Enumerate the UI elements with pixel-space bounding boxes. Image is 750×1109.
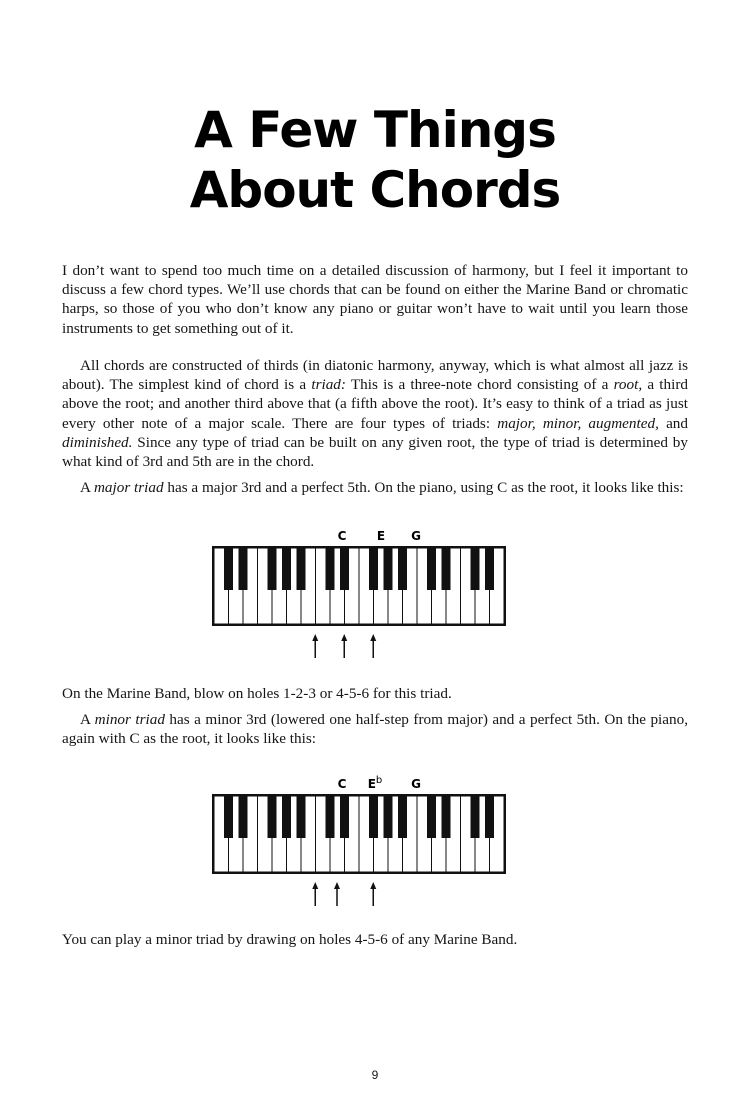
black-key (398, 796, 407, 838)
note-label-e: E (376, 529, 386, 543)
black-key (398, 548, 407, 590)
paragraph-minor-triad: A minor triad has a minor 3rd (lowered one half-step from major) and a perfect 5th. On the piano, again with C as the root, it looks like this: (62, 711, 688, 748)
black-key (471, 796, 480, 838)
term-minor-triad: minor triad (94, 711, 165, 728)
black-key (485, 548, 494, 590)
black-key (297, 796, 306, 838)
black-key (369, 548, 378, 590)
note-labels (338, 529, 421, 543)
black-key (224, 796, 233, 838)
term-root: root, (613, 376, 643, 394)
black-key (282, 796, 291, 838)
black-key (369, 796, 378, 838)
flat-sign: b (375, 775, 383, 786)
black-key (485, 796, 494, 838)
minor-triad-keyboard-diagram (200, 774, 520, 914)
note-arrow (312, 882, 318, 906)
black-key (384, 548, 393, 590)
note-label-g: G (411, 529, 421, 543)
paragraph-minor-triad-draw: You can play a minor triad by drawing on holes 4-5-6 of any Marine Band. (62, 931, 518, 948)
note-arrow (341, 634, 347, 658)
black-key (268, 796, 277, 838)
chapter-title-line-2: About Chords (189, 161, 561, 219)
term-diminished: diminished. (62, 433, 133, 451)
note-label-c: C (337, 529, 347, 543)
paragraph-major-triad: A major triad has a major 3rd and a perfect 5th. On the piano, using C as the root, it looks like this: (80, 479, 684, 496)
piano-keys (213, 795, 505, 873)
black-key (384, 796, 393, 838)
black-key (326, 548, 335, 590)
paragraph-chord-construction: All chords are constructed of thirds (in diatonic harmony, anyway, which is what almost all jazz is about). The simplest kind of chord is a triad: This is a three-note chord consisting of a root, a third above the root; and another third above that (a fifth above the root). It’s easy to think of a triad as just every other note of a major scale. There are four types of triads: major, minor, augmented, and diminished. Since any type of triad can be built on any given root, the type of triad is determined by what kind of 3rd and 5th are in the chord. (62, 357, 688, 471)
note-arrow (370, 882, 376, 906)
black-key (427, 796, 436, 838)
term-triad: triad: (311, 376, 346, 394)
black-key (224, 548, 233, 590)
note-arrows (312, 882, 376, 906)
black-key (471, 548, 480, 590)
note-arrow (312, 634, 318, 658)
page-number: 9 (371, 1068, 379, 1082)
black-key (442, 796, 451, 838)
term-major-triad: major triad (93, 479, 164, 496)
piano-keys (213, 547, 505, 625)
black-key (326, 796, 335, 838)
black-key (427, 548, 436, 590)
black-key (239, 796, 248, 838)
paragraph-marine-band-blow: On the Marine Band, blow on holes 1-2-3 or 4-5-6 for this triad. (62, 685, 452, 702)
note-label-g: G (411, 777, 421, 791)
black-key (340, 796, 349, 838)
note-arrow (370, 634, 376, 658)
term-triad-types: major, minor, augmented, (497, 414, 659, 432)
black-key (268, 548, 277, 590)
black-key (239, 548, 248, 590)
black-key (442, 548, 451, 590)
major-triad-keyboard-diagram (200, 526, 520, 666)
note-arrows (312, 634, 376, 658)
note-labels (338, 775, 421, 791)
black-key (282, 548, 291, 590)
black-key (340, 548, 349, 590)
note-label-c: C (337, 777, 347, 791)
note-label-e-flat: $E^b$ (367, 775, 383, 791)
paragraph-intro: I don’t want to spend too much time on a detailed discussion of harmony, but I feel it important to discuss a few chord types. We’ll use chords that can be found on either the Marine Band or chromatic harps, so those of you who don’t know any piano or guitar won’t have to wait until you learn those instruments to get something out of it. (62, 262, 688, 337)
black-key (297, 548, 306, 590)
chapter-title (0, 100, 750, 220)
note-arrow (334, 882, 340, 906)
chapter-title-line-1: A Few Things (194, 101, 556, 159)
